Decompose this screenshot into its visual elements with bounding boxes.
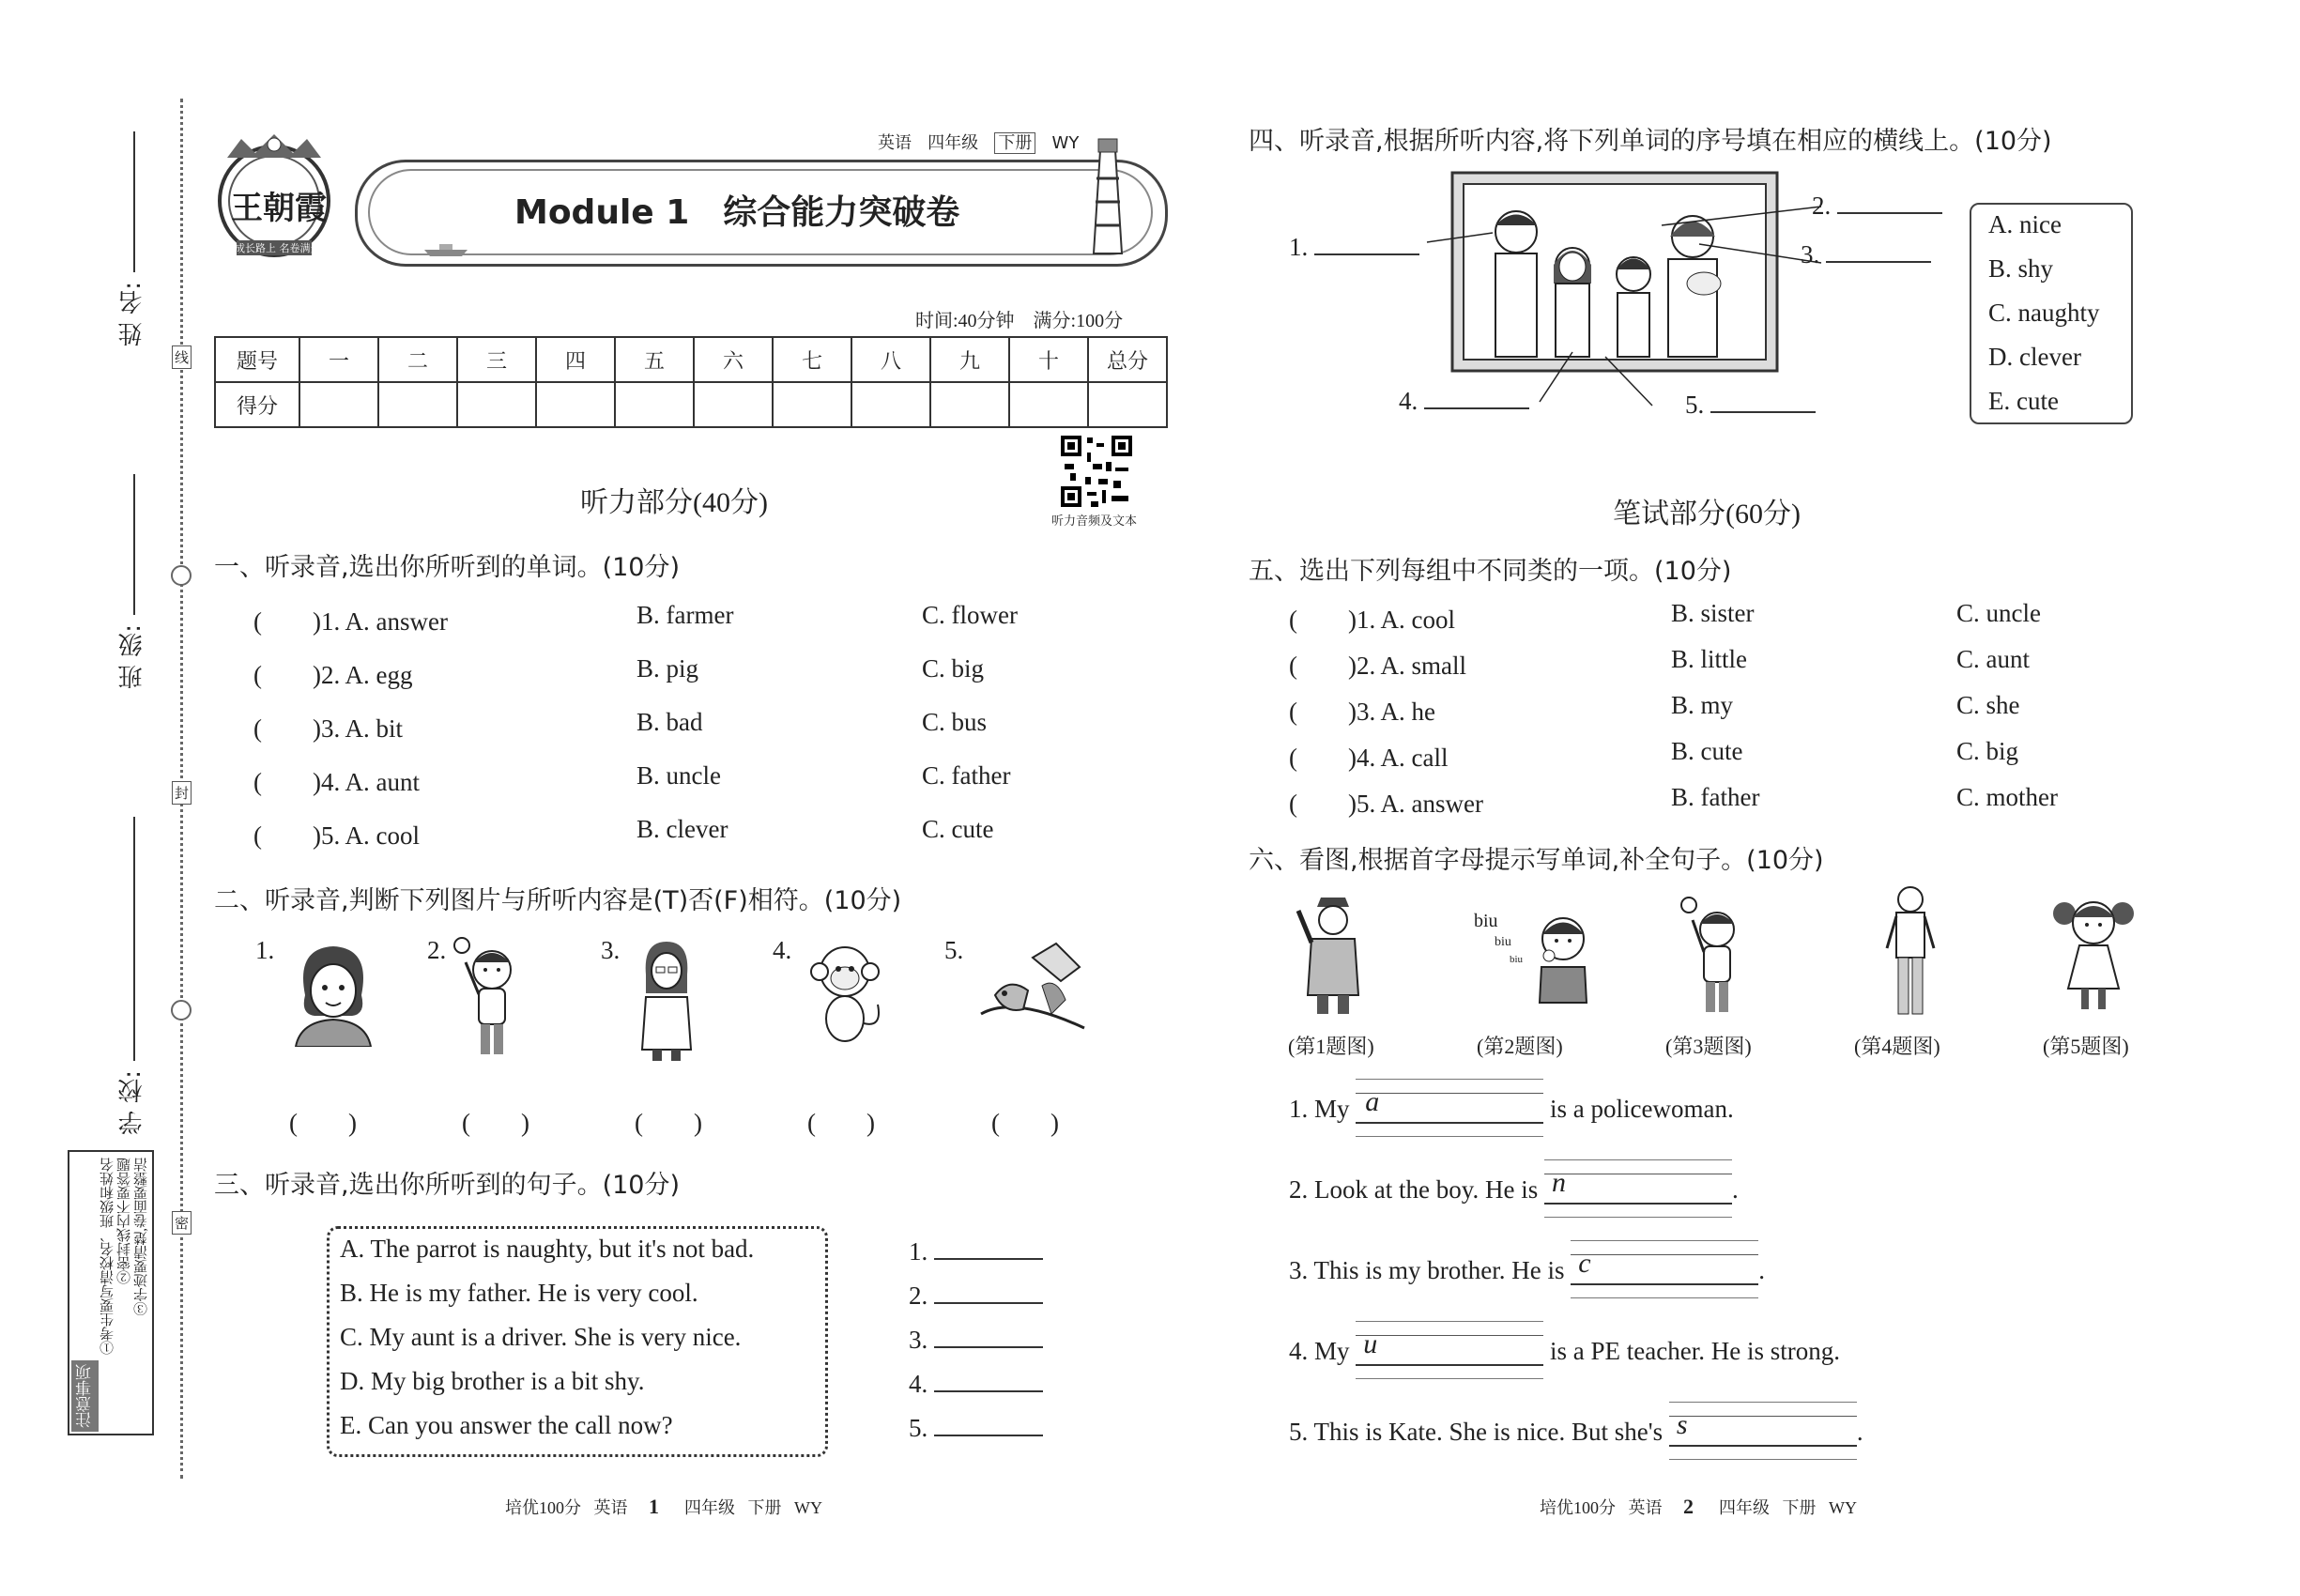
q6-caption-5: (第5题图) — [2043, 1035, 2129, 1058]
q3-answer-line[interactable] — [934, 1258, 1043, 1260]
score-header-cell: 总分 — [1088, 337, 1167, 382]
score-header-cell: 五 — [615, 337, 694, 382]
q1-option-c: C. cute — [922, 815, 994, 843]
q4-label-4 — [1399, 387, 1529, 416]
q6-sentence-5 — [1289, 1409, 1863, 1447]
q1-option-c: C. father — [922, 761, 1011, 790]
q4-option-d: D. clever — [1988, 343, 2081, 371]
q2-num-3: 3. — [601, 936, 621, 964]
q3-answer-line[interactable] — [934, 1435, 1043, 1436]
q2-num-4: 4. — [773, 936, 792, 964]
brand-slogan: 成长路上 名卷满天 — [235, 242, 321, 254]
q5-item-2 — [1289, 645, 1466, 682]
score-header-cell: 八 — [851, 337, 930, 382]
meta-subject: 英语 — [878, 133, 912, 153]
q5-item-4 — [1289, 737, 1448, 774]
q2-answer-1[interactable]: ( ) — [289, 1109, 357, 1137]
score-header-cell: 三 — [457, 337, 536, 382]
q5-option-a[interactable]: ( )2. A. small — [1289, 652, 1466, 680]
q2-num-5: 5. — [944, 936, 964, 964]
q6-s2-end: . — [1731, 1175, 1739, 1204]
q5-option-a[interactable]: ( )3. A. he — [1289, 698, 1435, 726]
score-header-cell: 六 — [694, 337, 773, 382]
q6-s5-start: 5. This is Kate. She is nice. But she's — [1289, 1418, 1664, 1446]
q1-option-a[interactable]: ( )2. A. egg — [253, 661, 413, 689]
q6-s5-end: . — [1856, 1418, 1863, 1446]
score-cell[interactable] — [536, 382, 615, 427]
score-cell[interactable] — [1009, 382, 1088, 427]
q1-option-b: B. uncle — [636, 761, 721, 790]
score-table — [214, 336, 1168, 428]
q6-caption-1: (第1题图) — [1288, 1035, 1374, 1058]
notice-box — [68, 1150, 154, 1435]
q6-caption-4: (第4题图) — [1854, 1035, 1940, 1058]
notice-title: 注意事项 — [71, 1360, 99, 1432]
q1-option-b: B. clever — [636, 815, 728, 843]
q3-blank-label: 5. — [909, 1414, 928, 1442]
q3-sentence-d: D. My big brother is a bit shy. — [340, 1367, 645, 1395]
score-cell[interactable] — [378, 382, 457, 427]
q6-s1-start: 1. My — [1289, 1095, 1350, 1123]
brand-logo — [208, 130, 340, 261]
q4-label-1 — [1289, 233, 1419, 262]
q1-option-c: C. bus — [922, 708, 988, 736]
q5-title: 五、选出下列每组中不同类的一项。(10分) — [1249, 557, 1732, 586]
footer-term: 下册 — [747, 1498, 782, 1517]
footer-term: 下册 — [1782, 1498, 1817, 1517]
q3-blank-label: 3. — [909, 1326, 928, 1354]
ship-icon — [422, 242, 469, 257]
score-cell[interactable] — [457, 382, 536, 427]
q4-label-2 — [1812, 192, 1942, 221]
q6-s3-end: . — [1758, 1256, 1765, 1284]
q3-title: 三、听录音,选出你所听到的句子。(10分) — [214, 1171, 681, 1200]
q2-answer-5[interactable]: ( ) — [991, 1109, 1059, 1137]
q5-option-b: B. cute — [1671, 737, 1743, 765]
score-header-cell: 题号 — [215, 337, 299, 382]
pe-teacher-picture — [1878, 882, 1943, 1019]
class-field[interactable] — [133, 474, 135, 615]
q6-sentence-3 — [1289, 1248, 1765, 1285]
score-cell[interactable] — [694, 382, 773, 427]
q4-option-e: E. cute — [1988, 387, 2059, 415]
q6-sentence-2 — [1289, 1167, 1739, 1205]
footer-book: 培优100分 — [505, 1498, 581, 1517]
score-cell[interactable] — [851, 382, 930, 427]
q1-option-b: B. farmer — [636, 601, 734, 629]
q4-option-b: B. shy — [1988, 254, 2054, 283]
q3-blank-label: 2. — [909, 1281, 928, 1310]
q4-num: 4. — [1399, 387, 1418, 415]
footer-right — [1540, 1495, 1857, 1519]
policewoman-picture — [1291, 890, 1375, 1017]
q6-write-field-3[interactable] — [1571, 1248, 1758, 1285]
q5-option-b: B. my — [1671, 691, 1734, 719]
biu-text-3: biu — [1510, 954, 1524, 965]
q3-sentence-b: B. He is my father. He is very cool. — [340, 1279, 698, 1307]
listening-title: 听力部分(40分) — [580, 487, 768, 518]
q4-num: 2. — [1812, 192, 1832, 220]
time-score: 时间:40分钟 满分:100分 — [915, 311, 1124, 331]
boy-idea-picture — [451, 934, 526, 1061]
seal-circle-2 — [171, 1000, 192, 1021]
footer-grade: 四年级 — [1719, 1498, 1770, 1517]
q3-blank-5 — [909, 1414, 1043, 1443]
q1-option-a[interactable]: ( )5. A. cool — [253, 821, 420, 850]
q5-option-c: C. mother — [1956, 783, 2058, 811]
qr-caption: 听力音频及文本 — [1051, 514, 1138, 528]
footer-book: 培优100分 — [1540, 1498, 1616, 1517]
score-row-label: 得分 — [215, 382, 299, 427]
monkey-picture — [803, 939, 887, 1051]
q4-num: 5. — [1685, 391, 1705, 419]
q6-write-field-4[interactable] — [1356, 1328, 1543, 1366]
q5-option-c: C. aunt — [1956, 645, 2030, 673]
q2-num-2: 2. — [427, 936, 447, 964]
name-label: 姓 名: — [118, 282, 146, 347]
q4-option-a: A. nice — [1988, 210, 2062, 238]
q4-label-3 — [1801, 240, 1931, 269]
meta-term: 下册 — [994, 132, 1035, 154]
q5-option-b: B. father — [1671, 783, 1760, 811]
q5-item-5 — [1289, 783, 1483, 820]
q3-blank-1 — [909, 1237, 1043, 1266]
score-header-cell: 七 — [773, 337, 851, 382]
q5-option-c: C. big — [1956, 737, 2019, 765]
q6-s2-start: 2. Look at the boy. He is — [1289, 1175, 1539, 1204]
q5-option-c: C. she — [1956, 691, 2020, 719]
q3-answer-line[interactable] — [934, 1390, 1043, 1392]
q6-hint-letter: n — [1551, 1167, 1566, 1198]
q5-item-1 — [1289, 599, 1455, 636]
biu-text-1: biu — [1474, 911, 1498, 931]
q1-item-2 — [253, 654, 412, 691]
page-number: 2 — [1683, 1495, 1694, 1518]
q6-s3-start: 3. This is my brother. He is — [1289, 1256, 1565, 1284]
q3-blank-3 — [909, 1326, 1043, 1355]
q3-sentence-a: A. The parrot is naughty, but it's not bad. — [340, 1235, 755, 1263]
q3-answer-line[interactable] — [934, 1346, 1043, 1348]
page-number: 1 — [649, 1495, 659, 1518]
q2-num-1: 1. — [255, 936, 275, 964]
q6-hint-letter: a — [1365, 1086, 1380, 1117]
girl-kate-picture — [2051, 887, 2136, 1014]
q5-option-b: B. sister — [1671, 599, 1755, 627]
page-title: Module 1 综合能力突破卷 — [514, 193, 960, 232]
q6-write-field-2[interactable] — [1544, 1167, 1732, 1205]
q6-s4-end: is a PE teacher. He is strong. — [1550, 1337, 1840, 1365]
q6-caption-3: (第3题图) — [1665, 1035, 1752, 1058]
class-label: 班 级: — [118, 624, 146, 690]
footer-grade: 四年级 — [684, 1498, 735, 1517]
q4-title: 四、听录音,根据所听内容,将下列单词的序号填在相应的横线上。(10分) — [1249, 127, 2052, 156]
q4-answer-line[interactable] — [1424, 407, 1529, 409]
q3-answer-line[interactable] — [934, 1302, 1043, 1304]
q6-write-field-5[interactable] — [1669, 1409, 1857, 1447]
q6-hint-letter: s — [1676, 1409, 1688, 1440]
q6-s4-start: 4. My — [1289, 1337, 1350, 1365]
writing-title: 笔试部分(60分) — [1613, 499, 1801, 529]
score-cell[interactable] — [773, 382, 851, 427]
q1-option-c: C. flower — [922, 601, 1018, 629]
biu-text-2: biu — [1495, 935, 1511, 949]
brand-name: 王朝霞 — [231, 190, 327, 227]
score-cell[interactable] — [615, 382, 694, 427]
school-field[interactable] — [133, 817, 135, 1061]
lighthouse-icon — [1080, 131, 1136, 258]
cut-label-3: 密 — [172, 1211, 192, 1235]
notice-item-2: ②密封线内不要答题 — [117, 1158, 132, 1284]
q2-answer-3[interactable]: ( ) — [635, 1109, 702, 1137]
q6-hint-letter: u — [1363, 1328, 1378, 1359]
q3-blank-2 — [909, 1281, 1043, 1311]
q6-sentence-1 — [1289, 1086, 1734, 1124]
q1-option-b: B. pig — [636, 654, 699, 683]
score-header-cell: 十 — [1009, 337, 1088, 382]
q1-option-a[interactable]: ( )4. A. aunt — [253, 768, 420, 796]
q5-option-a[interactable]: ( )1. A. cool — [1289, 606, 1455, 634]
q3-blank-label: 4. — [909, 1370, 928, 1398]
q5-option-a[interactable]: ( )5. A. answer — [1289, 790, 1483, 818]
q2-answer-2[interactable]: ( ) — [462, 1109, 529, 1137]
score-header-cell: 四 — [536, 337, 615, 382]
q1-item-1 — [253, 601, 448, 637]
q3-blank-4 — [909, 1370, 1043, 1399]
q4-label-5 — [1685, 391, 1816, 420]
footer-subject: 英语 — [1628, 1498, 1663, 1517]
q2-answer-4[interactable]: ( ) — [807, 1109, 875, 1137]
parrot-picture — [976, 939, 1089, 1044]
score-header-cell: 一 — [299, 337, 378, 382]
score-header-cell: 九 — [930, 337, 1009, 382]
woman-picture — [286, 939, 380, 1047]
q3-sentence-e: E. Can you answer the call now? — [340, 1411, 673, 1439]
q4-option-c: C. naughty — [1988, 299, 2100, 327]
q1-option-a[interactable]: ( )3. A. bit — [253, 714, 403, 743]
cut-label-1: 线 — [172, 345, 192, 369]
q3-sentence-c: C. My aunt is a driver. She is very nice. — [340, 1323, 742, 1351]
q6-sentence-4 — [1289, 1328, 1840, 1366]
q4-num: 1. — [1289, 233, 1309, 261]
notice-item-3: ③字迹要清楚,卷面要整洁 — [134, 1158, 149, 1316]
q6-write-field-1[interactable] — [1356, 1086, 1543, 1124]
seal-circle-1 — [171, 565, 192, 586]
score-header-cell: 二 — [378, 337, 457, 382]
q3-blank-label: 1. — [909, 1237, 928, 1266]
qr-code — [1059, 434, 1134, 509]
q2-title: 二、听录音,判断下列图片与所听内容是(T)否(F)相符。(10分) — [214, 886, 902, 915]
notice-item-1: ①考生要写清校名、班级和姓名 — [100, 1158, 115, 1355]
header-meta — [878, 130, 1079, 154]
footer-version: WY — [1829, 1498, 1857, 1517]
cut-label-2: 封 — [172, 781, 192, 805]
score-cell[interactable] — [930, 382, 1009, 427]
q6-s1-end: is a policewoman. — [1550, 1095, 1734, 1123]
q1-item-5 — [253, 815, 420, 852]
pointer-lines — [1418, 188, 1831, 413]
meta-grade: 四年级 — [928, 133, 979, 153]
name-field[interactable] — [133, 131, 135, 272]
q1-option-b: B. bad — [636, 708, 703, 736]
shy-boy-picture — [1530, 911, 1596, 1005]
footer-subject: 英语 — [593, 1498, 628, 1517]
q6-hint-letter: c — [1578, 1248, 1591, 1279]
footer-version: WY — [794, 1498, 822, 1517]
q1-option-c: C. big — [922, 654, 985, 683]
q1-title: 一、听录音,选出你所听到的单词。(10分) — [214, 553, 681, 582]
q5-option-b: B. little — [1671, 645, 1747, 673]
q1-option-a[interactable]: ( )1. A. answer — [253, 607, 448, 636]
q4-answer-line[interactable] — [1837, 212, 1942, 214]
meta-version: WY — [1051, 133, 1080, 153]
score-cell[interactable] — [1088, 382, 1167, 427]
q4-num: 3. — [1801, 240, 1820, 269]
school-label: 学 校: — [118, 1070, 146, 1136]
clever-boy-picture — [1676, 892, 1751, 1019]
q5-option-c: C. uncle — [1956, 599, 2041, 627]
q6-caption-2: (第2题图) — [1477, 1035, 1563, 1058]
score-cell[interactable] — [299, 382, 378, 427]
woman-teacher-picture — [629, 937, 704, 1064]
q4-answer-line[interactable] — [1314, 253, 1419, 255]
footer-left — [505, 1495, 822, 1519]
q4-answer-line[interactable] — [1710, 411, 1816, 413]
q4-answer-line[interactable] — [1826, 261, 1931, 263]
q1-item-3 — [253, 708, 403, 744]
q5-option-a[interactable]: ( )4. A. call — [1289, 744, 1449, 772]
q5-item-3 — [1289, 691, 1435, 728]
q6-title: 六、看图,根据首字母提示写单词,补全句子。(10分) — [1249, 846, 1824, 875]
q1-item-4 — [253, 761, 420, 798]
